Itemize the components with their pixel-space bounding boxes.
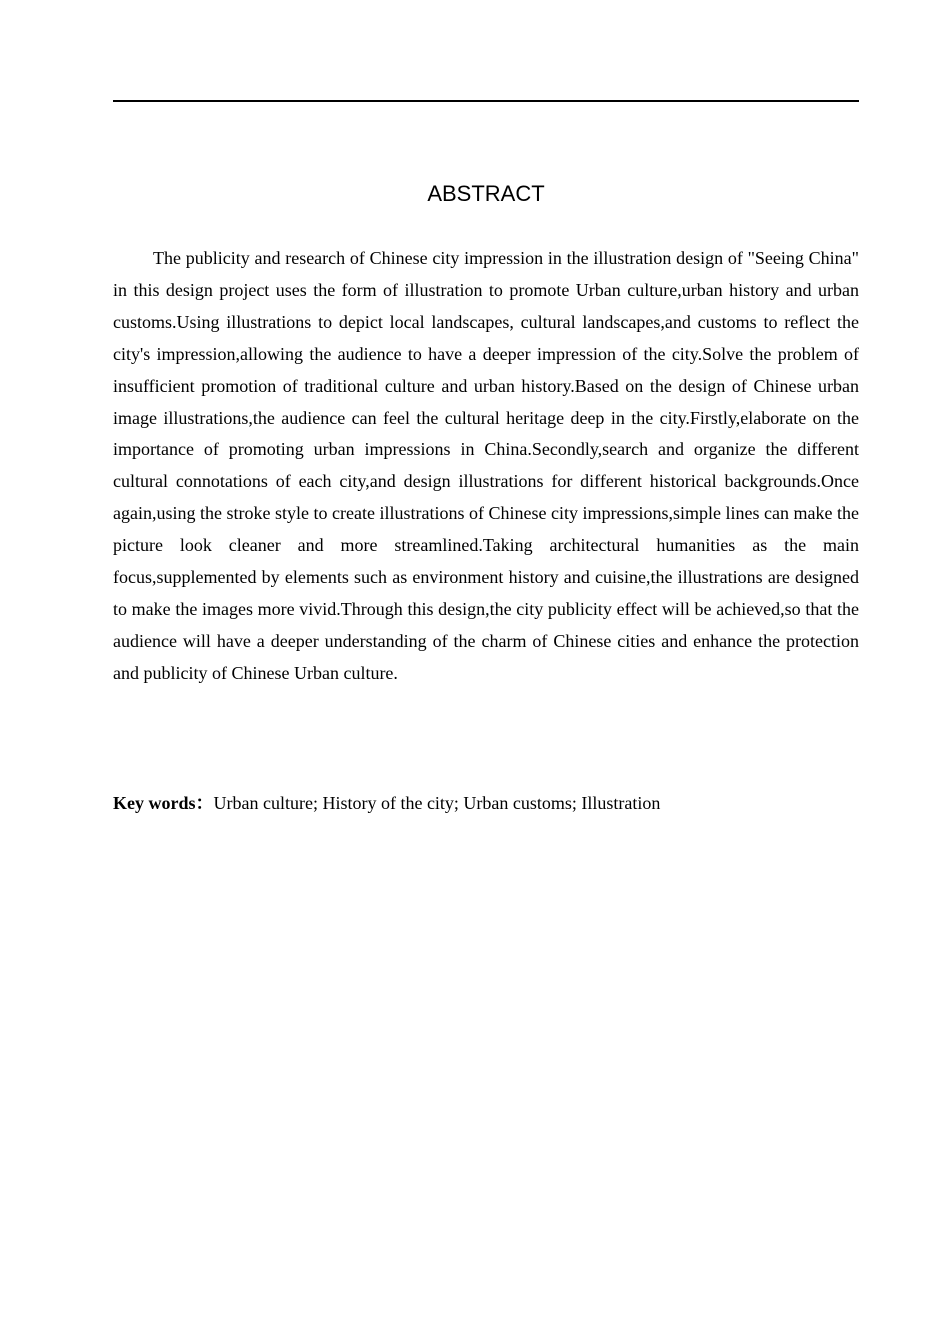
abstract-title: ABSTRACT [427, 181, 545, 206]
keywords-value: Urban culture; History of the city; Urban customs; Illustration [213, 793, 661, 813]
header-rule [113, 100, 859, 102]
keywords-line [113, 788, 859, 818]
keywords-label: Key words： [113, 793, 214, 813]
abstract-body: The publicity and research of Chinese city impression in the illustration design of "Seeing China" in this design project uses the form of illustration to promote Urban culture,urban history and urban customs.Using illustrations to depict local landscapes, cultural landscapes,and customs to reflect the city's impression,allowing the audience to have a deeper impression of the city.Solve the problem of insufficient promotion of traditional culture and urban history.Based on the design of Chinese urban image illustrations,the audience can feel the cultural heritage deep in the city.Firstly,elaborate on the importance of promoting urban impressions in China.Secondly,search and organize the different cultural connotations of each city,and design illustrations for different historical backgrounds.Once again,using the stroke style to create illustrations of Chinese city impressions,simple lines can make the picture look cleaner and more streamlined.Taking architectural humanities as the main focus,supplemented by elements such as environment history and cuisine,the illustrations are designed to make the images more vivid.Through this design,the city publicity effect will be achieved,so that the audience will have a deeper understanding of the charm of Chinese cities and enhance the protection and publicity of Chinese Urban culture. [113, 248, 859, 683]
